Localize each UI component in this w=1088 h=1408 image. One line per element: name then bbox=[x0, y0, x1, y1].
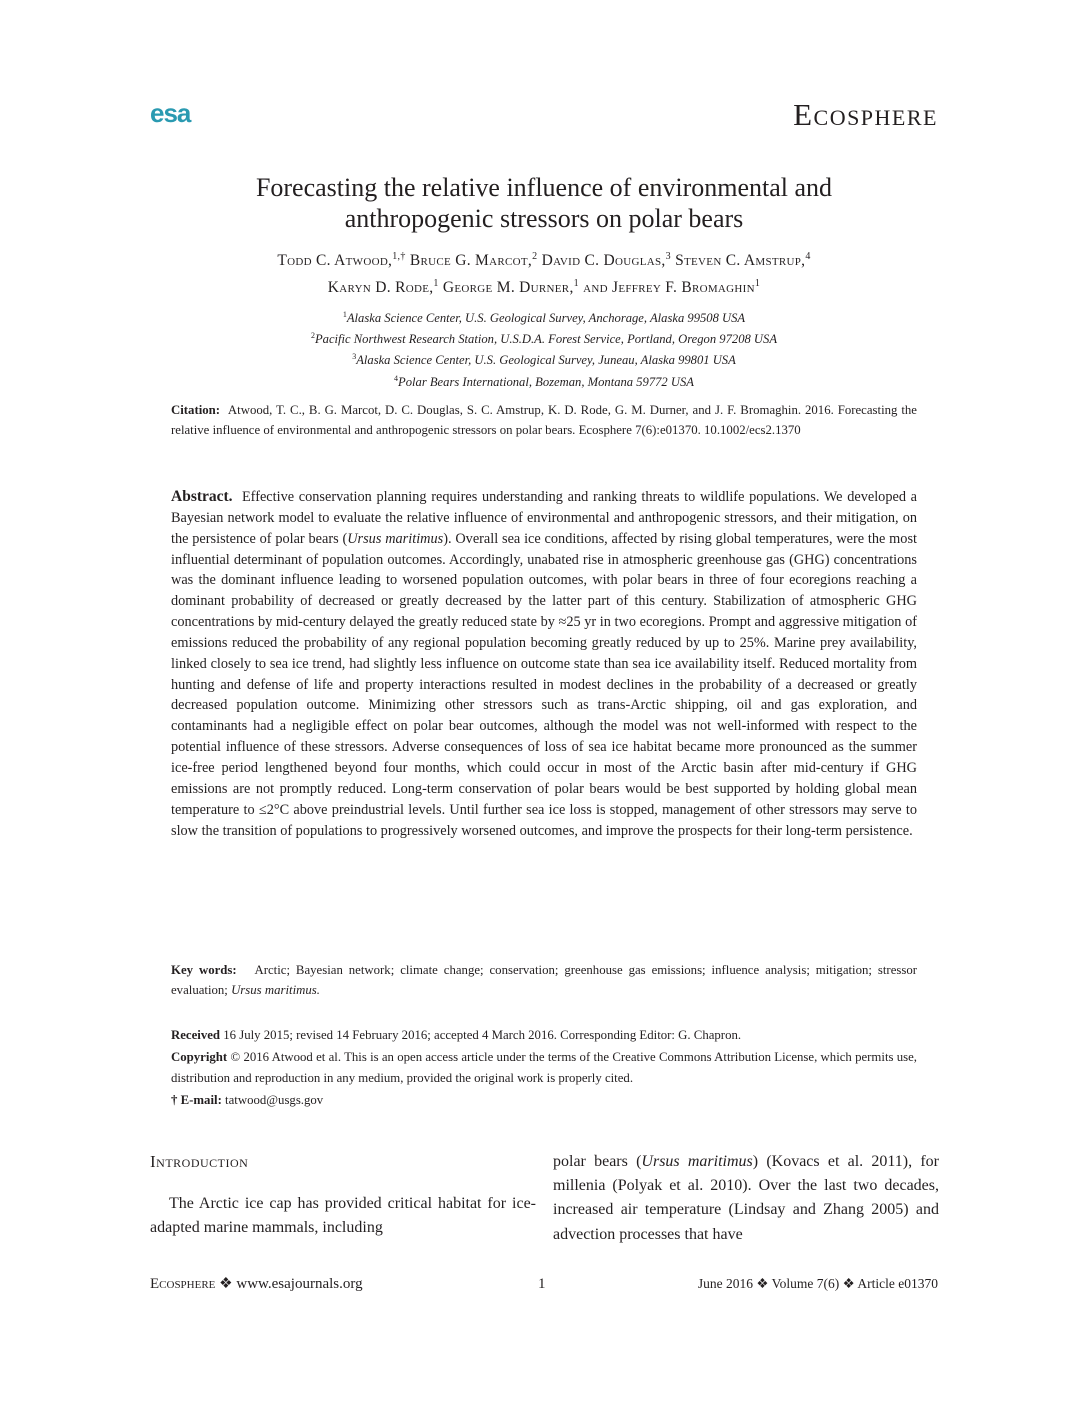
email-link[interactable]: tatwood@usgs.gov bbox=[225, 1092, 324, 1107]
author-affil-mark: 3 bbox=[665, 251, 671, 262]
affil-text: Alaska Science Center, U.S. Geological Survey, Juneau, Alaska 99801 USA bbox=[356, 353, 736, 368]
author-affil-mark: 1 bbox=[433, 278, 439, 290]
email-label: † E-mail: bbox=[171, 1092, 222, 1107]
keywords-text: Arctic; Bayesian network; climate change; conservation; greenhouse gas emissions; influence analysis; mitigation; stressor evaluation; bbox=[171, 963, 917, 997]
affiliation-item bbox=[150, 370, 938, 391]
footer-issue-info bbox=[698, 1274, 938, 1294]
article-title bbox=[150, 172, 938, 234]
footer-journal-name: Ecosphere bbox=[150, 1276, 216, 1292]
affil-mark: 2 bbox=[310, 331, 315, 341]
journal-name-header: Ecosphere bbox=[793, 97, 938, 132]
author-affil-mark: 1,† bbox=[392, 251, 406, 262]
esa-logo: esa bbox=[150, 98, 191, 128]
keywords-species: Ursus maritimus. bbox=[231, 982, 320, 997]
body-text-cont: ) (Kovacs et al. 2011), for millenia (Polyak et al. 2010). Over the last two decades, increased air temperature (Lindsay and Zhang 2005) and advection processes that have bbox=[553, 1153, 939, 1243]
received-label: Received bbox=[171, 1028, 221, 1042]
affil-mark: 3 bbox=[352, 352, 357, 362]
affil-text: Alaska Science Center, U.S. Geological Survey, Anchorage, Alaska 99508 USA bbox=[346, 311, 746, 326]
author-affil-mark: 1 bbox=[573, 278, 579, 290]
author-name: Bruce G. Marcot, bbox=[409, 252, 533, 270]
citation-block bbox=[171, 401, 917, 440]
email-line bbox=[171, 1090, 917, 1112]
keywords-label: Key words: bbox=[171, 963, 237, 977]
abstract-label: Abstract. bbox=[171, 488, 233, 505]
author-list bbox=[150, 245, 938, 299]
footer-article-number: Article e01370 bbox=[857, 1276, 938, 1291]
abstract-text: Effective conservation planning requires understanding and ranking threats to wildlife populations. We developed a Bayesian network model to evaluate the relative influence of environmental and anthropogenic stressors, and their mitigation, on the persistence of polar bears ( bbox=[171, 489, 917, 547]
author-affil-mark: 2 bbox=[532, 251, 538, 262]
footer-url-link[interactable]: www.esajournals.org bbox=[236, 1276, 363, 1292]
body-column-left: The Arctic ice cap has provided critical habitat for ice-adapted marine mammals, including bbox=[150, 1195, 536, 1237]
author-name: and Jeffrey F. Bromaghin bbox=[583, 279, 755, 297]
author-affil-mark: 1 bbox=[754, 278, 761, 290]
citation-label: Citation: bbox=[171, 403, 221, 417]
article-history-block bbox=[171, 1025, 917, 1111]
affil-text: Pacific Northwest Research Station, U.S.D.A. Forest Service, Portland, Oregon 97208 USA bbox=[314, 332, 778, 347]
copyright-line bbox=[171, 1047, 917, 1090]
received-line bbox=[171, 1025, 917, 1047]
footer-date: June 2016 bbox=[697, 1276, 754, 1291]
affiliation-item bbox=[150, 306, 938, 327]
section-heading-introduction: Introduction bbox=[150, 1152, 249, 1171]
abstract-species: Ursus maritimus bbox=[347, 530, 444, 547]
title-line-1: Forecasting the relative influence of environmental and bbox=[255, 173, 833, 202]
author-name: Steven C. Amstrup, bbox=[675, 252, 806, 270]
diamond-separator-icon: ❖ bbox=[756, 1276, 769, 1291]
body-species: Ursus maritimus bbox=[641, 1153, 753, 1170]
diamond-separator-icon: ❖ bbox=[219, 1276, 233, 1292]
body-text: polar bears ( bbox=[553, 1153, 642, 1170]
author-name: George M. Durner, bbox=[442, 279, 574, 297]
affil-mark: 4 bbox=[394, 373, 399, 383]
author-name: Todd C. Atwood, bbox=[277, 252, 393, 270]
author-line-2 bbox=[150, 272, 938, 299]
keywords-block bbox=[171, 961, 917, 1000]
diamond-separator-icon: ❖ bbox=[842, 1276, 855, 1291]
copyright-text: © 2016 Atwood et al. This is an open access article under the terms of the Creative Commons Attribution License, which permits use, distribution and reproduction in any medium, provided the original work is properly cited. bbox=[171, 1049, 918, 1085]
abstract-text-cont: ). Overall sea ice conditions, affected by rising global temperatures, were the most influential determinant of population outcomes. Accordingly, unabated rise in atmospheric greenhouse gas (GHG) concentrations was the dominant influence leading to worsened population outcomes, with polar bears in three of four ecoregions reaching a dominant probability of decreased or greatly decreased by the latter part of this century. Stabilization of atmospheric GHG concentrations by mid-century delayed the greatly reduced state by ≈25 yr in two ecoregions. Prompt and aggressive mitigation of emissions reduced the probability of any regional population becoming greatly reduced by up to 25%. Marine prey availability, linked closely to sea ice trend, had slightly less influence on outcome state than sea ice availability itself. Reduced mortality from hunting and defense of life and property interactions resulted in modest declines in the probability of a decreased or greatly decreased population outcome. Minimizing other stressors such as trans-Arctic shipping, oil and gas exploration, and contaminants had a negligible effect on polar bear outcomes, although the model was not well-informed with respect to the potential influence of these stressors. Adverse consequences of loss of sea ice habitat became more pronounced as the summer ice-free period lengthened beyond four months, which could occur in most of the Arctic basin after mid-century if GHG emissions are not promptly reduced. Long-term conservation of polar bears would be best supported by holding global mean temperature to ≤2°C above preindustrial levels. Until further sea ice loss is stopped, management of other stressors may serve to slow the transition of populations to progressively worsened outcomes, and improve the prospects for their long-term persistence. bbox=[171, 530, 917, 839]
affiliations bbox=[150, 306, 938, 391]
affil-mark: 1 bbox=[342, 310, 347, 319]
received-text: 16 July 2015; revised 14 February 2016; accepted 4 March 2016. Corresponding Editor: G. Chapron. bbox=[223, 1028, 742, 1042]
copyright-label: Copyright bbox=[171, 1049, 228, 1064]
footer-journal bbox=[150, 1274, 363, 1294]
author-name: David C. Douglas, bbox=[541, 252, 666, 270]
author-line-1 bbox=[150, 245, 938, 272]
citation-text: Atwood, T. C., B. G. Marcot, D. C. Douglas, S. C. Amstrup, K. D. Rode, G. M. Durner, and J. F. Bromaghin. 2016. Forecasting the relative influence of environmental and anthropogenic stressors on polar bears. Ecosphere 7(6):e01370. 10.1002/ecs2.1370 bbox=[171, 403, 917, 437]
affiliation-item bbox=[150, 327, 938, 348]
affiliation-item bbox=[150, 348, 938, 369]
footer-volume: Volume 7(6) bbox=[771, 1276, 840, 1291]
author-name: Karyn D. Rode, bbox=[327, 279, 434, 297]
title-line-2: anthropogenic stressors on polar bears bbox=[344, 204, 744, 233]
author-affil-mark: 4 bbox=[805, 251, 811, 262]
affil-text: Polar Bears International, Bozeman, Montana 59772 USA bbox=[398, 374, 694, 389]
abstract-block bbox=[171, 487, 917, 841]
body-column-right bbox=[553, 1150, 939, 1247]
footer-page-number: 1 bbox=[538, 1276, 546, 1292]
